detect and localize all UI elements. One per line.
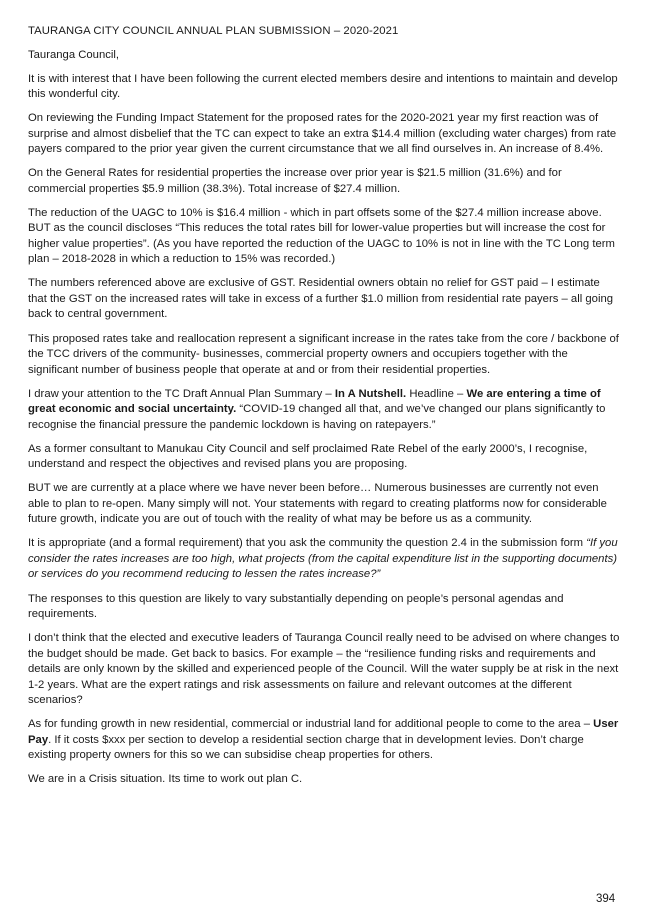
bold-phrase: User Pay [28, 718, 619, 746]
paragraph-reallocation: This proposed rates take and reallocation represent a significant increase in the rates take from the core / backbone of the TCC drivers of the community- businesses, commercial property owners and occupiers together with the significant number of business people that operate at and or from their residential properties. [28, 332, 619, 376]
paragraph-text: . If it costs $xxx per section to develop a residential section charge that in development levies. Don’t charge existing property owners for this so we can subsidise cheap properties for others. [28, 733, 584, 762]
paragraph-back-to-basics: I don’t think that the elected and executive leaders of Tauranga Council really need to be advised on where changes to the budget should be made. Get back to basics. For example – the “resilience funding risks and requirements and details are only known by the skilled and experienced people of the Council. Will the water supply be at risk in the next 1-2 years. What are the expert ratings and risk assessments on failure and relevant outcomes at the different scenarios? [28, 632, 620, 707]
paragraph-text: It is appropriate (and a formal requirement) that you ask the community the question 2.4 in the submission form [28, 537, 587, 550]
paragraph-former-consultant: As a former consultant to Manukau City Council and self proclaimed Rate Rebel of the early 2000’s, I recognise, understand and respect the objectives and revised plans you are proposing. [28, 442, 588, 471]
paragraph-gst: The numbers referenced above are exclusive of GST. Residential owners obtain no relief for GST paid – I estimate that the GST on the increased rates will take in excess of a further $1.0 million from residential rate payers – all going back to central government. [28, 277, 614, 321]
paragraph-never-been-before: BUT we are currently at a place where we have never been before… Numerous businesses are currently not even able to plan to re-open. Many simply will not. Your statements with regard to creating platforms now for considerable future growth, indicate you are out of touch with the reality of what may be before us as a community. [28, 482, 607, 526]
bold-phrase: In A Nutshell. [334, 387, 407, 400]
paragraph-general-rates: On the General Rates for residential properties the increase over prior year is $21.5 million (31.6%) and for commercial properties $5.9 million (38.3%). Total increase of $27.4 million. [28, 167, 562, 195]
italic-quote: “If you consider the rates increases are too high, what projects (from the capital expenditure list in the supporting documents) or services do you recommend reducing to lessen the rates increase?” [28, 537, 618, 581]
bold-phrase: We are entering a time of great economic and social uncertainty. [28, 387, 601, 416]
paragraph-text: Headline – [406, 387, 467, 400]
document-title: TAURANGA CITY COUNCIL ANNUAL PLAN SUBMISSION – 2020-2021 [28, 25, 399, 37]
paragraph-uagc-reduction: The reduction of the UAGC to 10% is $16.4 million - which in part offsets some of the $27.4 million increase above. BUT as the council discloses “This reduces the total rates bill for lower-value properties but will increase the cost for higher value properties”. (As you have reported the reduction of the UAGC to 10% is not in line with the TC Long term plan – 2018-2028 in which a reduction to 15% was recorded.) [28, 206, 615, 266]
paragraph-draft-plan-summary [28, 387, 620, 434]
paragraph-crisis: We are in a Crisis situation. Its time to work out plan C. [28, 773, 303, 786]
paragraph-responses: The responses to this question are likely to vary substantially depending on people’s personal agendas and requirements. [28, 592, 564, 621]
paragraph-text: As for funding growth in new residential, commercial or industrial land for additional people to come to the area – [28, 718, 594, 731]
paragraph-funding-impact: On reviewing the Funding Impact Statement for the proposed rates for the 2020-2021 year my first reaction was of surprise and almost disbelief that the TC can expect to take an extra $14.4 million (excluding water charges) from rate payers compared to the prior year given the current circumstance that we all find ourselves in. An increase of 8.4%. [28, 112, 617, 156]
paragraph-intro: It is with interest that I have been following the current elected members desire and intentions to maintain and develop this wonderful city. [28, 72, 618, 101]
paragraph-text: “COVID-19 changed all that, and we’ve changed our plans significantly to recognise the financial pressure the pandemic lockdown is having on ratepayers.” [28, 403, 606, 431]
paragraph-user-pay [28, 717, 620, 764]
salutation: Tauranga Council, [28, 48, 120, 61]
paragraph-text: I draw your attention to the TC Draft Annual Plan Summary – [28, 387, 335, 400]
paragraph-submission-question [28, 536, 620, 583]
document-page [28, 24, 620, 796]
page-number: 394 [596, 893, 616, 905]
